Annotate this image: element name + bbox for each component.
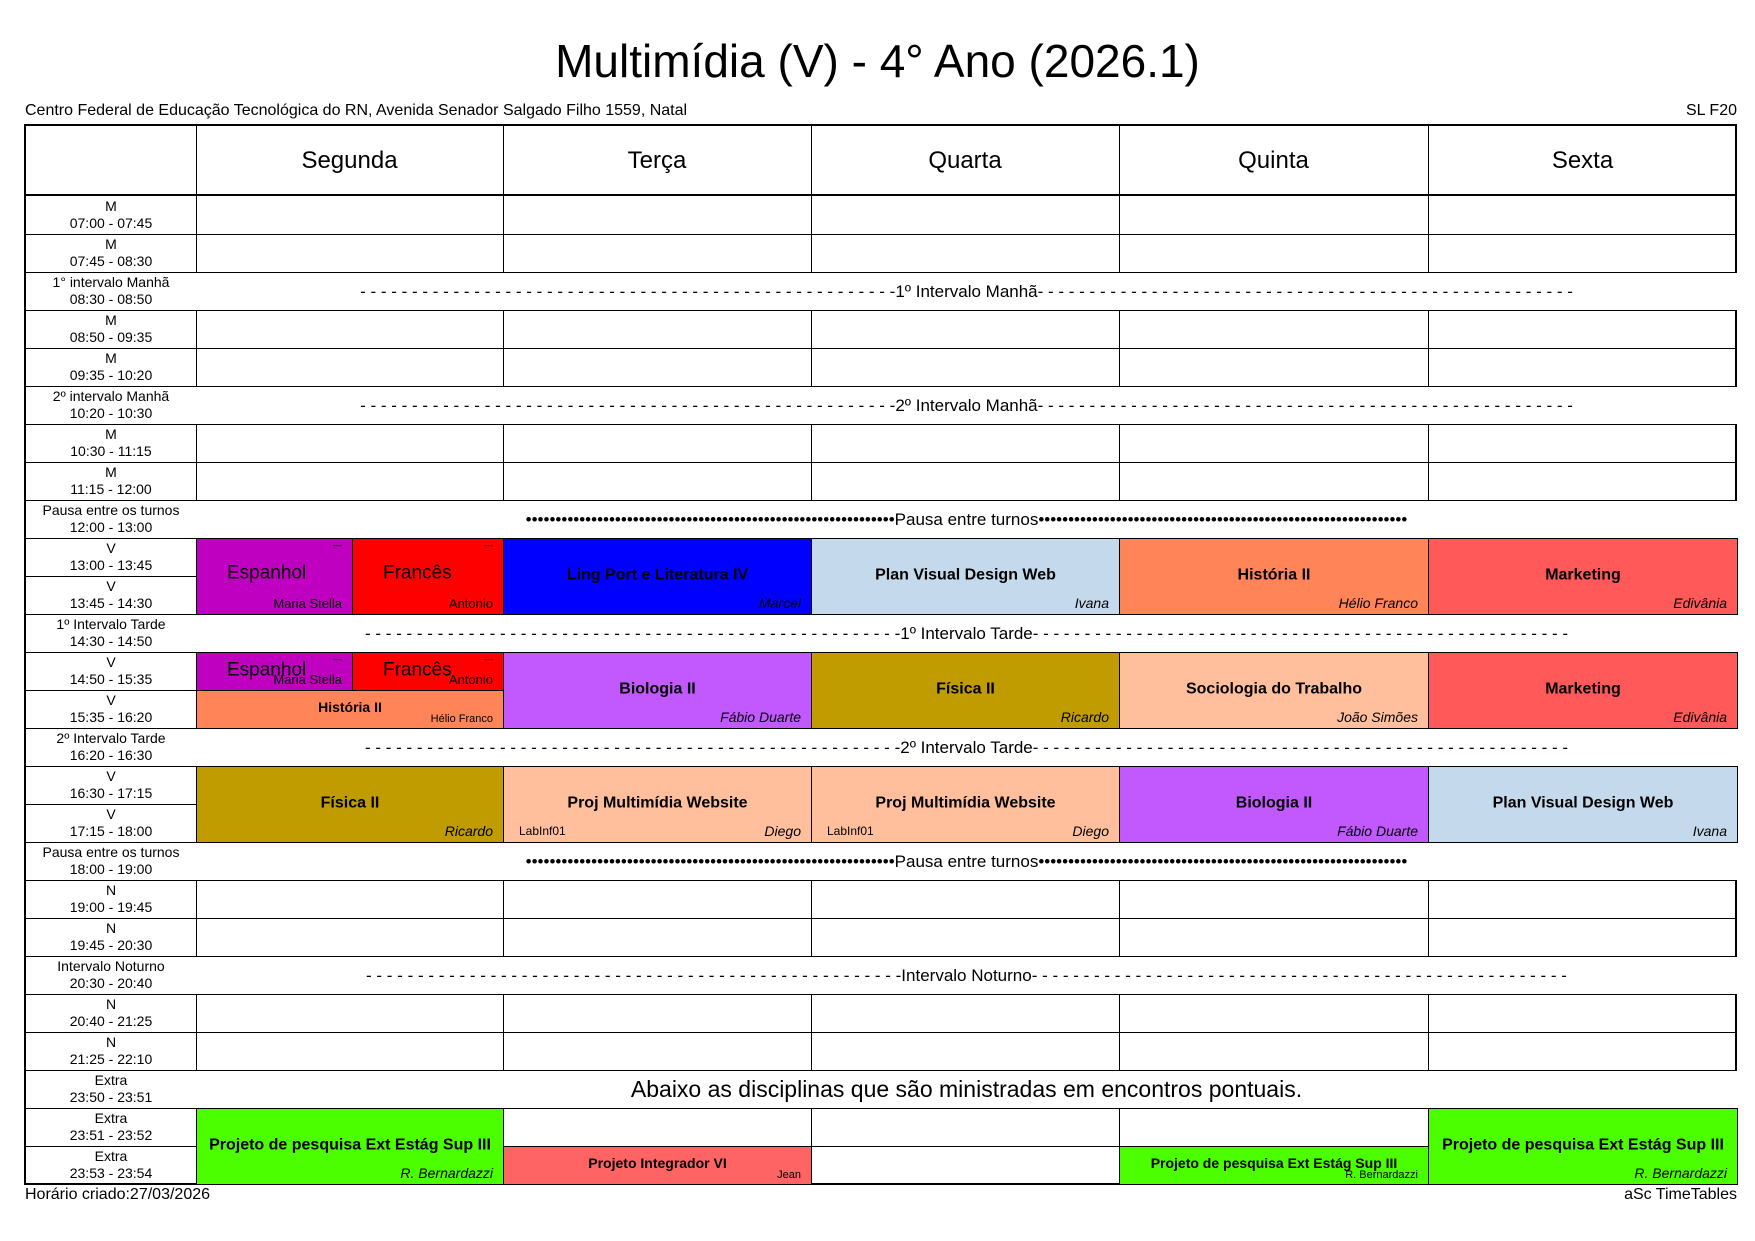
lesson-teacher: Maria Stella: [273, 672, 342, 687]
lesson-subject: Biologia II: [1235, 794, 1313, 812]
break-label: 1º Intervalo Manhã: [895, 281, 1038, 301]
lesson-card[interactable]: [503, 652, 812, 729]
page-title: Multimídia (V) - 4° Ano (2026.1): [555, 35, 1200, 87]
row-divider: [26, 1032, 1737, 1033]
lesson-teacher: Ivana: [1074, 595, 1109, 611]
lesson-teacher: Hélio Franco: [1338, 595, 1418, 611]
period-time: 16:20 - 16:30: [69, 747, 153, 763]
lesson-card[interactable]: [1119, 538, 1429, 615]
period-label: [26, 272, 196, 310]
lesson-subject: Espanhol: [227, 659, 307, 681]
band-filler: - - - - - - - - - - - - - - - - - - - - - - - - - - - - - - - - - - - - - - - - - - - - - - - - - - - -: [1031, 965, 1567, 985]
lesson-subject: Física II: [320, 794, 380, 812]
lesson-teacher: Ricardo: [444, 823, 493, 839]
lesson-subject: Sociologia do Trabalho: [1185, 680, 1362, 698]
period-name: N: [105, 920, 117, 936]
period-name: 1° intervalo Manhã: [52, 274, 170, 290]
lesson-subject: Física II: [936, 680, 995, 698]
period-label: [26, 576, 196, 614]
lesson-teacher: Antonio: [448, 672, 493, 687]
lesson-subject: Proj Multimídia Website: [567, 794, 748, 812]
lesson-marker: —: [484, 654, 493, 664]
period-label: [26, 310, 196, 348]
period-label: [26, 1032, 196, 1070]
lesson-teacher: João Simões: [1337, 709, 1418, 725]
day-header-terca: Terça: [627, 147, 687, 174]
timetable-grid: [24, 124, 1737, 1185]
period-time: 09:35 - 10:20: [69, 367, 153, 383]
period-time: 23:51 - 23:52: [69, 1127, 153, 1143]
band-filler: ••••••••••••••••••••••••••••••••••••••••••••••••••••••••••••••: [1038, 851, 1408, 871]
lesson-subject: Francês: [383, 562, 452, 584]
lesson-card[interactable]: [196, 1108, 504, 1185]
band-filler: - - - - - - - - - - - - - - - - - - - - - - - - - - - - - - - - - - - - - - - - - - - - - - - - - - - -: [364, 623, 901, 643]
period-label: [26, 1070, 196, 1108]
band-filler: ••••••••••••••••••••••••••••••••••••••••••••••••••••••••••••••: [525, 851, 895, 871]
day-header-quarta: Quarta: [928, 147, 1002, 174]
lesson-teacher: Diego: [1072, 823, 1109, 839]
lesson-teacher: R. Bernardazzi: [400, 1165, 493, 1181]
period-label: [26, 538, 196, 576]
lesson-card[interactable]: [196, 690, 504, 729]
lesson-card[interactable]: [1119, 766, 1429, 843]
break-label: Pausa entre turnos: [894, 851, 1039, 871]
lesson-card[interactable]: [196, 766, 504, 843]
lesson-card[interactable]: [811, 766, 1120, 843]
lesson-card[interactable]: [503, 1146, 812, 1185]
period-name: V: [106, 692, 116, 708]
period-name: V: [106, 806, 116, 822]
lesson-card[interactable]: [1428, 538, 1738, 615]
day-header-segunda: Segunda: [301, 147, 398, 174]
period-time: 08:50 - 09:35: [69, 329, 153, 345]
lesson-teacher: Marcel: [758, 595, 801, 611]
period-label: [26, 842, 196, 880]
lesson-teacher: Maria Stella: [273, 596, 342, 611]
break-band: [196, 729, 1737, 766]
lesson-room: LabInf01: [519, 824, 566, 838]
period-name: Extra: [94, 1110, 128, 1126]
period-label: [26, 614, 196, 652]
period-name: N: [105, 882, 117, 898]
period-time: 21:25 - 22:10: [69, 1051, 153, 1067]
period-time: 11:15 - 12:00: [70, 481, 152, 497]
school-address: Centro Federal de Educação Tecnológica do RN, Avenida Senador Salgado Filho 1559, Natal: [25, 102, 688, 119]
row-divider: [26, 234, 1737, 235]
period-name: M: [105, 198, 117, 214]
period-label: [26, 1146, 196, 1184]
period-name: M: [105, 236, 117, 252]
period-name: Intervalo Noturno: [57, 958, 165, 974]
period-label: [26, 652, 196, 690]
lesson-teacher: Hélio Franco: [430, 713, 493, 725]
break-band: [196, 273, 1737, 310]
break-band: [196, 501, 1737, 538]
lesson-card[interactable]: [1428, 766, 1738, 843]
break-label: 2º Intervalo Manhã: [895, 395, 1038, 415]
lesson-card[interactable]: [1119, 652, 1429, 729]
row-divider: [26, 880, 1737, 881]
band-filler: - - - - - - - - - - - - - - - - - - - - - - - - - - - - - - - - - - - - - - - - - - - - - - - - - - - -: [360, 281, 896, 301]
period-label: [26, 728, 196, 766]
lesson-subject: Espanhol: [227, 562, 307, 584]
lesson-card[interactable]: [352, 652, 504, 691]
lesson-teacher: Edivânia: [1673, 595, 1727, 611]
break-band: [196, 615, 1737, 652]
period-label: [26, 804, 196, 842]
lesson-subject: Biologia II: [619, 680, 696, 698]
break-band: [196, 957, 1737, 994]
lesson-teacher: Ivana: [1692, 823, 1727, 839]
break-label: 1º Intervalo Tarde: [900, 623, 1033, 643]
software-credit: aSc TimeTables: [1624, 1186, 1737, 1203]
period-name: M: [105, 350, 117, 366]
period-label: [26, 918, 196, 956]
period-time: 18:00 - 19:00: [69, 861, 153, 877]
lesson-teacher: Antonio: [448, 596, 493, 611]
period-label: [26, 690, 196, 728]
band-filler: - - - - - - - - - - - - - - - - - - - - - - - - - - - - - - - - - - - - - - - - - - - - - - - - - - - -: [366, 965, 902, 985]
header-divider: [26, 194, 1737, 196]
created-date: Horário criado:27/03/2026: [25, 1186, 211, 1203]
period-time: 19:45 - 20:30: [69, 937, 153, 953]
period-time: 12:00 - 13:00: [69, 519, 153, 535]
period-name: N: [105, 996, 117, 1012]
lesson-teacher: Jean: [777, 1169, 801, 1181]
lesson-subject: Francês: [383, 659, 452, 681]
lesson-subject: Projeto Integrador VI: [588, 1154, 727, 1171]
room-code: SL F20: [1686, 102, 1737, 119]
lesson-card[interactable]: [1428, 652, 1738, 729]
lesson-card[interactable]: [811, 652, 1120, 729]
period-label: [26, 196, 196, 234]
lesson-subject: Plan Visual Design Web: [875, 566, 1056, 584]
lesson-subject: Projeto de pesquisa Ext Estág Sup III: [1150, 1154, 1398, 1171]
period-name: Extra: [94, 1148, 128, 1164]
break-band: [196, 843, 1737, 880]
period-time: 07:00 - 07:45: [69, 215, 153, 231]
lesson-card[interactable]: [503, 766, 812, 843]
lesson-room: LabInf01: [827, 824, 874, 838]
period-name: 2º Intervalo Tarde: [56, 730, 166, 746]
row-divider: [26, 424, 1737, 425]
period-name: V: [106, 578, 116, 594]
period-time: 23:53 - 23:54: [69, 1165, 153, 1181]
period-time: 07:45 - 08:30: [69, 253, 153, 269]
period-name: V: [106, 654, 116, 670]
period-time: 13:45 - 14:30: [69, 595, 153, 611]
period-label: [26, 500, 196, 538]
lesson-card[interactable]: [811, 538, 1120, 615]
period-time: 08:30 - 08:50: [69, 291, 153, 307]
band-filler: ••••••••••••••••••••••••••••••••••••••••••••••••••••••••••••••: [525, 509, 895, 529]
period-name: N: [105, 1034, 117, 1050]
period-name: M: [105, 464, 117, 480]
lesson-card[interactable]: [196, 652, 353, 691]
period-time: 10:20 - 10:30: [69, 405, 153, 421]
break-band: [196, 387, 1737, 424]
lesson-subject: Projeto de pesquisa Ext Estág Sup III: [209, 1136, 491, 1154]
period-name: Pausa entre os turnos: [42, 502, 180, 518]
lesson-marker: —: [484, 540, 493, 550]
period-label: [26, 234, 196, 272]
period-time: 15:35 - 16:20: [69, 709, 153, 725]
band-filler: - - - - - - - - - - - - - - - - - - - - - - - - - - - - - - - - - - - - - - - - - - - - - - - - - - - -: [1032, 623, 1569, 643]
row-divider: [26, 462, 1737, 463]
lesson-teacher: Ricardo: [1060, 709, 1109, 725]
period-label: [26, 994, 196, 1032]
period-time: 20:30 - 20:40: [69, 975, 153, 991]
lesson-subject: História II: [1237, 566, 1311, 584]
period-name: M: [105, 426, 117, 442]
lesson-marker: —: [333, 654, 342, 664]
lesson-teacher: R. Bernardazzi: [1345, 1169, 1418, 1181]
period-label: [26, 424, 196, 462]
lesson-card[interactable]: [1119, 1146, 1429, 1185]
row-divider: [26, 310, 1737, 311]
extra-notice: Abaixo as disciplinas que são ministradas em encontros pontuais.: [196, 1071, 1737, 1108]
period-name: V: [106, 768, 116, 784]
period-name: M: [105, 312, 117, 328]
day-header-quinta: Quinta: [1238, 147, 1309, 174]
band-filler: - - - - - - - - - - - - - - - - - - - - - - - - - - - - - - - - - - - - - - - - - - - - - - - - - - - -: [1032, 737, 1569, 757]
lesson-teacher: Edivânia: [1673, 709, 1727, 725]
band-filler: - - - - - - - - - - - - - - - - - - - - - - - - - - - - - - - - - - - - - - - - - - - - - - - - - - - -: [1037, 395, 1573, 415]
lesson-card[interactable]: [1428, 1108, 1738, 1185]
row-divider: [26, 994, 1737, 995]
period-time: 10:30 - 11:15: [70, 443, 152, 459]
period-time: 14:30 - 14:50: [69, 633, 153, 649]
period-label: [26, 880, 196, 918]
lesson-subject: Marketing: [1545, 566, 1621, 584]
lesson-subject: Proj Multimídia Website: [875, 794, 1056, 812]
break-label: Pausa entre turnos: [894, 509, 1039, 529]
period-label: [26, 1108, 196, 1146]
lesson-card[interactable]: [196, 538, 353, 615]
break-label: 2º Intervalo Tarde: [900, 737, 1033, 757]
band-filler: - - - - - - - - - - - - - - - - - - - - - - - - - - - - - - - - - - - - - - - - - - - - - - - - - - - -: [1037, 281, 1573, 301]
period-label: [26, 462, 196, 500]
period-label: [26, 386, 196, 424]
band-filler: ••••••••••••••••••••••••••••••••••••••••••••••••••••••••••••••: [1038, 509, 1408, 529]
lesson-teacher: Fábio Duarte: [1337, 823, 1418, 839]
lesson-card[interactable]: [352, 538, 504, 615]
period-name: Extra: [94, 1072, 128, 1088]
period-time: 13:00 - 13:45: [69, 557, 153, 573]
band-filler: - - - - - - - - - - - - - - - - - - - - - - - - - - - - - - - - - - - - - - - - - - - - - - - - - - - -: [364, 737, 901, 757]
period-time: 16:30 - 17:15: [69, 785, 153, 801]
row-divider: [26, 918, 1737, 919]
period-label: [26, 766, 196, 804]
period-name: 1º Intervalo Tarde: [56, 616, 166, 632]
period-name: V: [106, 540, 116, 556]
lesson-teacher: Fábio Duarte: [720, 709, 801, 725]
period-label: [26, 956, 196, 994]
lesson-subject: Ling Port e Literatura IV: [566, 566, 749, 584]
band-filler: - - - - - - - - - - - - - - - - - - - - - - - - - - - - - - - - - - - - - - - - - - - - - - - - - - - -: [360, 395, 896, 415]
lesson-teacher: R. Bernardazzi: [1634, 1165, 1727, 1181]
period-label: [26, 348, 196, 386]
lesson-marker: —: [333, 540, 342, 550]
lesson-teacher: Diego: [764, 823, 801, 839]
period-time: 19:00 - 19:45: [69, 899, 153, 915]
break-label: Intervalo Noturno: [901, 965, 1032, 985]
lesson-subject: História II: [318, 698, 382, 715]
period-name: Pausa entre os turnos: [42, 844, 180, 860]
period-time: 20:40 - 21:25: [69, 1013, 153, 1029]
lesson-subject: Projeto de pesquisa Ext Estág Sup III: [1442, 1136, 1724, 1154]
lesson-subject: Marketing: [1545, 680, 1621, 698]
period-time: 14:50 - 15:35: [69, 671, 153, 687]
day-header-sexta: Sexta: [1551, 147, 1614, 174]
lesson-card[interactable]: [503, 538, 812, 615]
period-time: 17:15 - 18:00: [69, 823, 153, 839]
row-divider: [26, 348, 1737, 349]
period-time: 23:50 - 23:51: [69, 1089, 153, 1105]
period-name: 2º intervalo Manhã: [52, 388, 170, 404]
lesson-subject: Plan Visual Design Web: [1492, 794, 1674, 812]
